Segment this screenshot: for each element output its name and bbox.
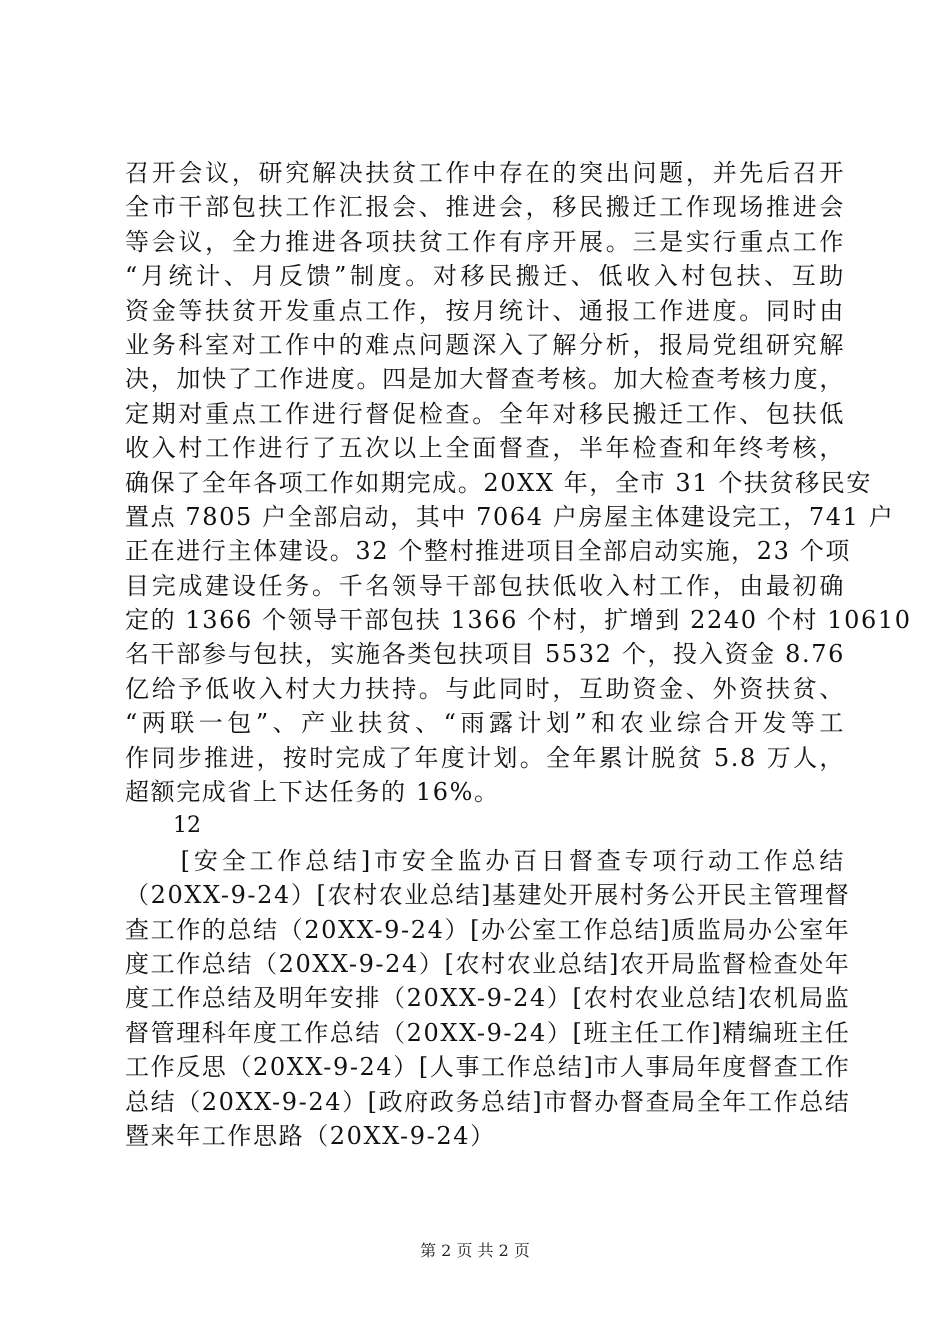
text-line: 定的 1366 个领导干部包扶 1366 个村，扩增到 2240 个村 10610 (125, 606, 912, 635)
text-line: 工作反思（20XX-9-24）[人事工作总结]市人事局年度督查工作 (125, 1053, 851, 1082)
text-line: 总结（20XX-9-24）[政府政务总结]市督办督查局全年工作总结 (125, 1087, 851, 1116)
text-line: 度工作总结及明年安排（20XX-9-24）[农村农业总结]农机局监 (125, 984, 851, 1013)
text-line: 作同步推进，按时完成了年度计划。全年累计脱贫 5.8 万人， (125, 743, 845, 772)
text-line: [安全工作总结]市安全监办百日督查专项行动工作总结 (125, 846, 845, 875)
text-line: 全市干部包扶工作汇报会、推进会，移民搬迁工作现场推进会 (125, 193, 845, 222)
text-line: 决，加快了工作进度。四是加大督查考核。加大检查考核力度， (125, 365, 845, 394)
text-line: “月统计、月反馈”制度。对移民搬迁、低收入村包扶、互助 (125, 262, 845, 291)
text-line: 等会议，全力推进各项扶贫工作有序开展。三是实行重点工作 (125, 227, 845, 256)
text-line: “两联一包”、产业扶贫、“雨露计划”和农业综合开发等工 (125, 709, 845, 738)
text-line: 定期对重点工作进行督促检查。全年对移民搬迁工作、包扶低 (125, 399, 845, 428)
text-line: 查工作的总结（20XX-9-24）[办公室工作总结]质监局办公室年 (125, 915, 851, 944)
text-line: 亿给予低收入村大力扶持。与此同时，互助资金、外资扶贫、 (125, 674, 845, 703)
text-line: 名干部参与包扶，实施各类包扶项目 5532 个，投入资金 8.76 (125, 640, 845, 669)
text-line: 业务科室对工作中的难点问题深入了解分析，报局党组研究解 (125, 330, 845, 359)
document-body (125, 156, 912, 1153)
paragraph-related-links (125, 844, 851, 1154)
page-footer: 第 2 页 共 2 页 (420, 1241, 530, 1260)
paragraph-summary (125, 156, 912, 809)
text-line: 督管理科年度工作总结（20XX-9-24）[班主任工作]精编班主任 (125, 1018, 851, 1047)
text-line: 正在进行主体建设。32 个整村推进项目全部启动实施，23 个项 (125, 537, 851, 566)
text-line: 召开会议，研究解决扶贫工作中存在的突出问题，并先后召开 (125, 159, 845, 187)
text-line: 置点 7805 户全部启动，其中 7064 户房屋主体建设完工，741 户 (125, 502, 895, 531)
text-line: 收入村工作进行了五次以上全面督查，半年检查和年终考核， (125, 434, 845, 463)
text-line: 暨来年工作思路（20XX-9-24） (125, 1121, 496, 1150)
text-line: （20XX-9-24）[农村农业总结]基建处开展村务公开民主管理督 (125, 881, 851, 910)
number-label: 12 (173, 813, 201, 839)
text-line: 确保了全年各项工作如期完成。20XX 年，全市 31 个扶贫移民安 (125, 468, 872, 497)
text-line: 超额完成省上下达任务的 16%。 (125, 778, 500, 807)
text-line: 度工作总结（20XX-9-24）[农村农业总结]农开局监督检查处年 (125, 949, 851, 978)
text-line: 目完成建设任务。千名领导干部包扶低收入村工作，由最初确 (125, 571, 845, 600)
text-line: 资金等扶贫开发重点工作，按月统计、通报工作进度。同时由 (125, 296, 845, 325)
